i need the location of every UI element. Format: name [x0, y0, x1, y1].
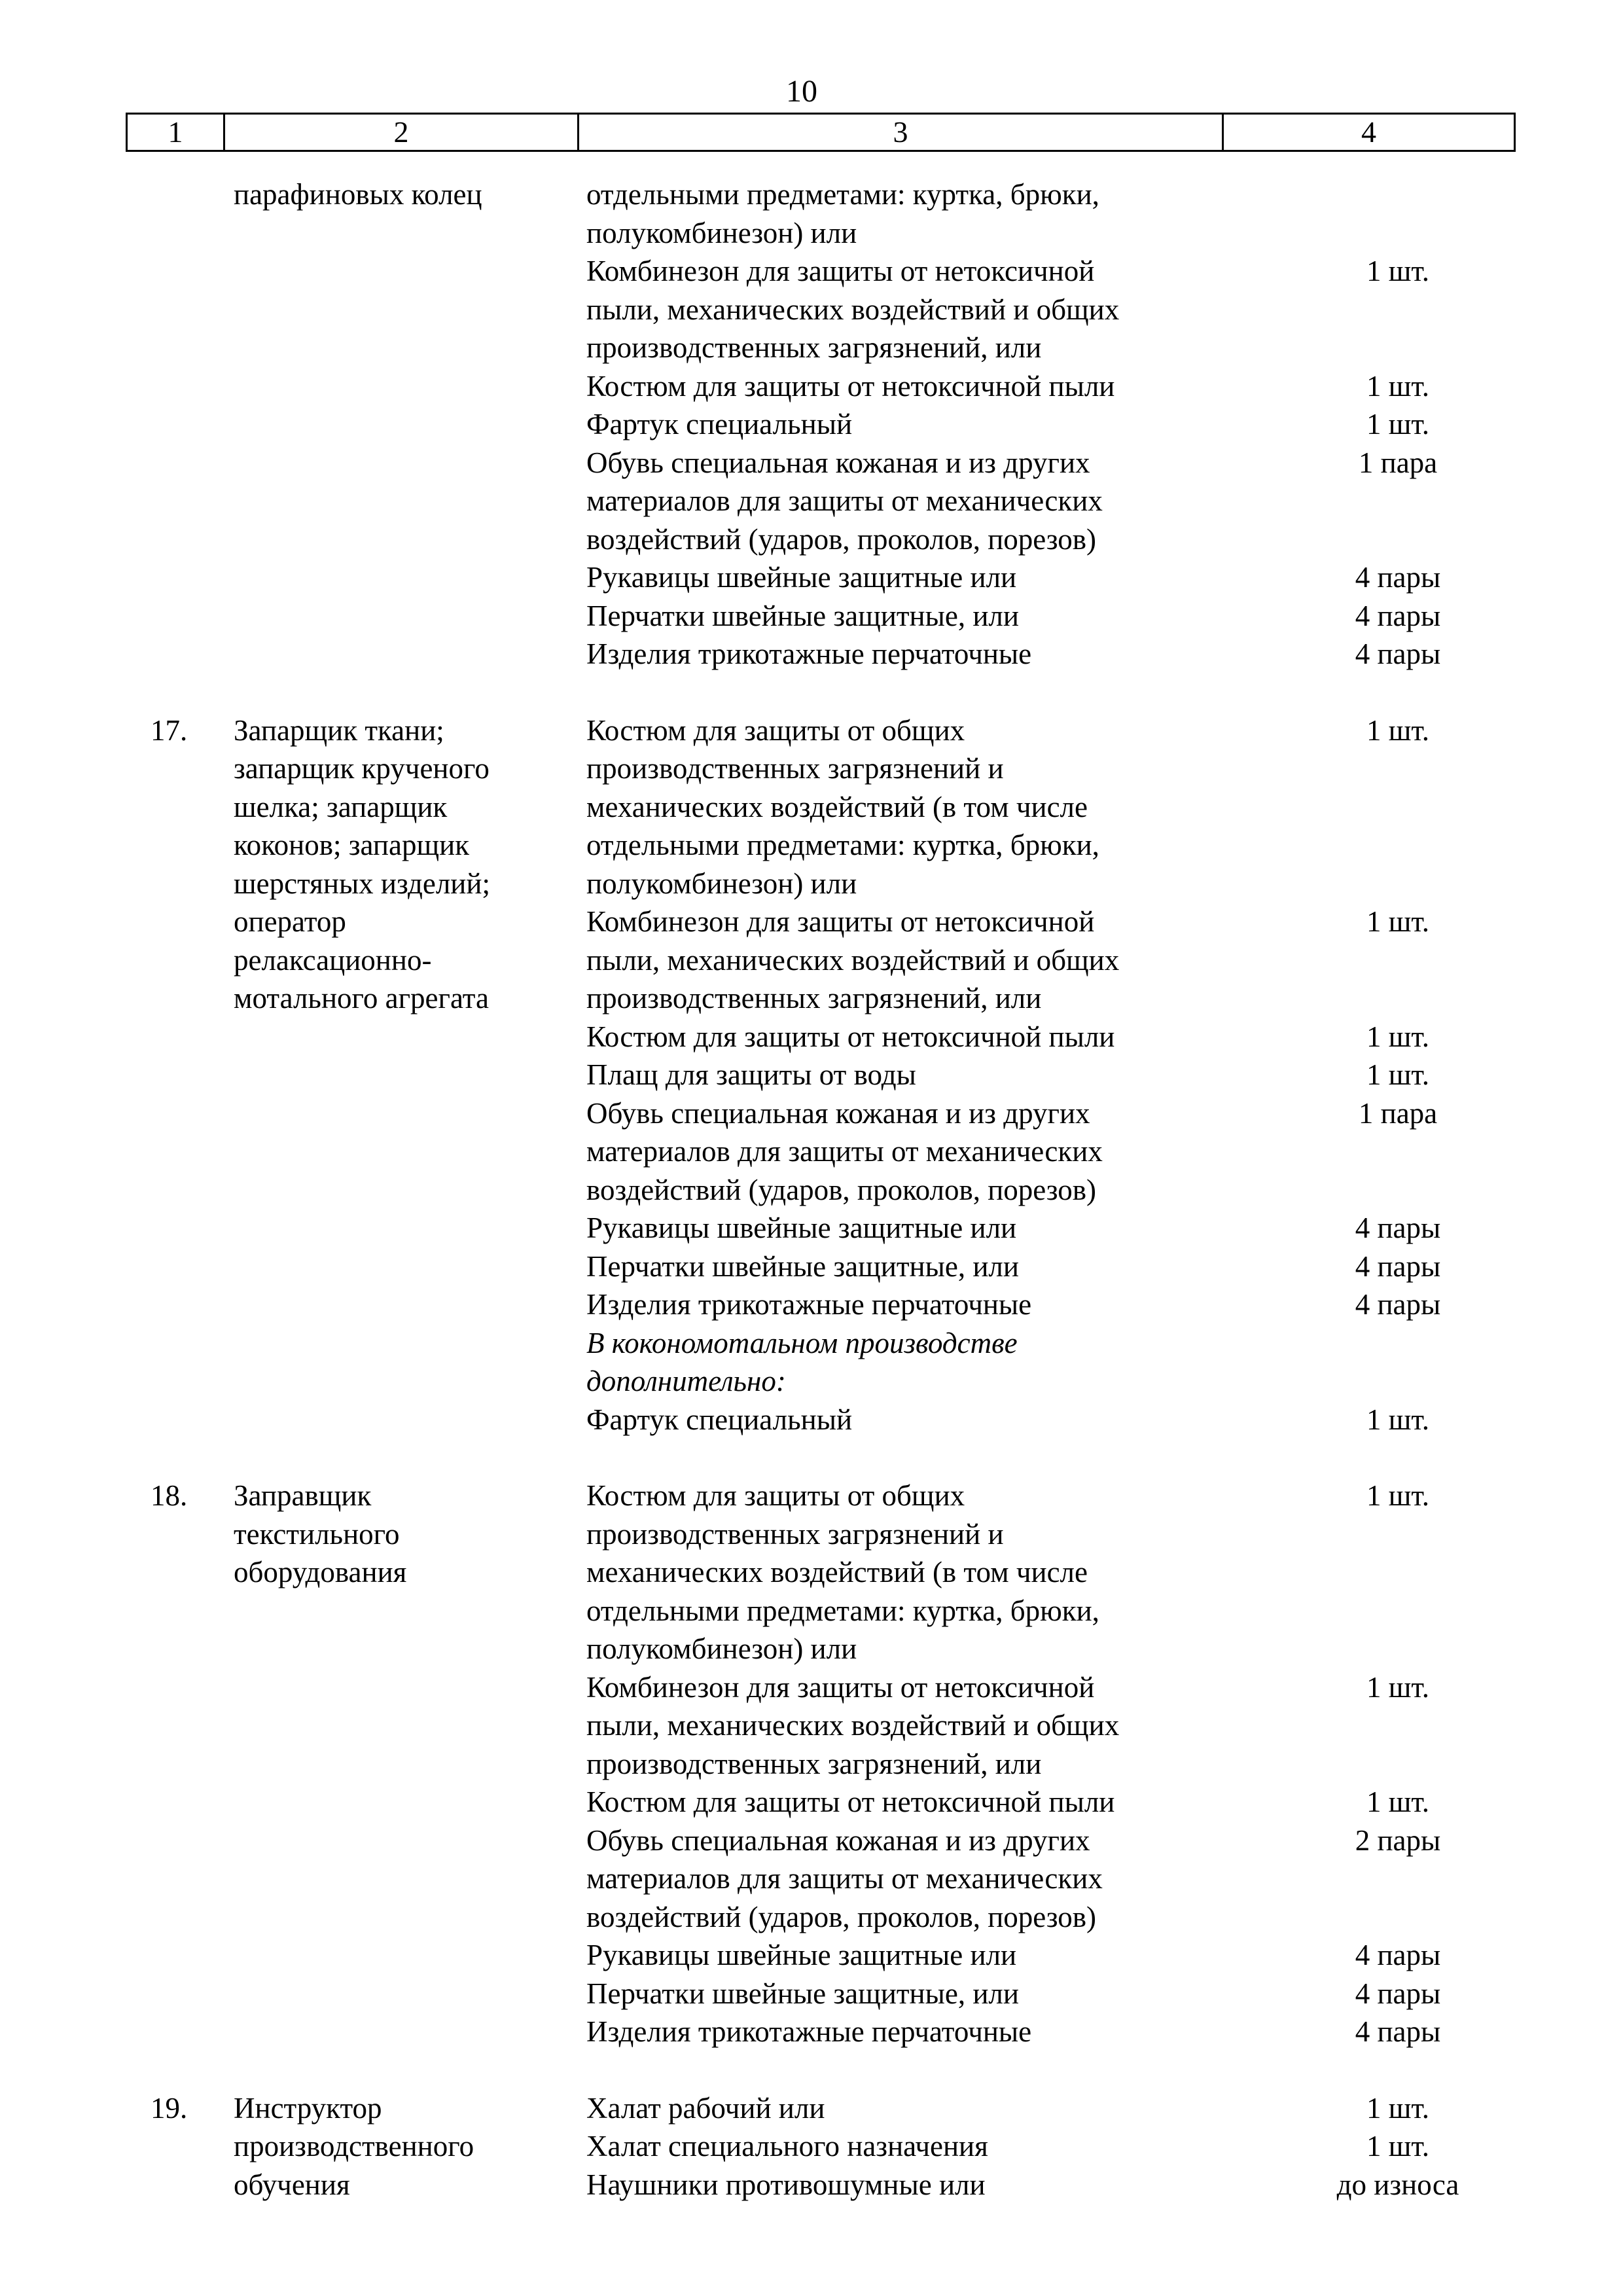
equipment-item — [586, 2166, 1568, 2204]
equipment-quantity: 1 шт. — [1366, 1670, 1429, 1704]
equipment-quantity: 1 шт. — [1366, 255, 1429, 287]
equipment-quantity: 1 шт. — [1366, 905, 1429, 938]
equipment-description — [586, 1477, 1215, 1668]
equipment-description-line: пыли, механических воздействий и общих — [586, 943, 1120, 977]
profession-title-line: релаксационно- — [234, 943, 432, 977]
profession-title-line: Инструктор — [234, 2091, 382, 2125]
equipment-quantity: до износа — [1336, 2168, 1459, 2201]
equipment-description-line: Изделия трикотажные перчаточные — [586, 2015, 1032, 2048]
header-col-4: 4 — [1223, 114, 1515, 151]
equipment-list — [586, 1477, 1568, 2051]
equipment-description-line: отдельными предметами: куртка, брюки, — [586, 1594, 1099, 1627]
equipment-description-line: пыли, механических воздействий и общих — [586, 1709, 1120, 1742]
profession-entry — [0, 711, 1623, 1439]
equipment-description-line: механических воздействий (в том числе — [586, 790, 1088, 823]
equipment-item — [586, 367, 1568, 406]
equipment-item — [586, 2127, 1568, 2166]
equipment-description-line: Перчатки швейные защитные, или — [586, 599, 1019, 632]
entry-number: 18. — [151, 1479, 188, 1512]
equipment-list — [586, 175, 1568, 673]
equipment-description-line: Рукавицы швейные защитные или — [586, 561, 1017, 594]
equipment-description — [586, 2013, 1215, 2051]
equipment-item — [586, 635, 1568, 673]
equipment-description-line: отдельными предметами: куртка, брюки, — [586, 829, 1099, 861]
equipment-quantity: 1 пара — [1358, 1096, 1438, 1130]
profession-title-line: запарщик крученого — [234, 752, 490, 785]
equipment-item — [586, 903, 1568, 1018]
equipment-description-line: Изделия трикотажные перчаточные — [586, 637, 1032, 670]
equipment-description-line: Комбинезон для защиты от нетоксичной — [586, 255, 1095, 287]
equipment-description-line: Костюм для защиты от нетоксичной пыли — [586, 1020, 1115, 1053]
equipment-note — [586, 1324, 1215, 1401]
equipment-description — [586, 597, 1215, 636]
equipment-description — [586, 1975, 1215, 2013]
profession-title-line: обучения — [234, 2168, 350, 2201]
equipment-description — [586, 711, 1215, 903]
profession-title-line: текстильного — [234, 1517, 400, 1551]
profession-entry — [0, 1477, 1623, 2051]
equipment-description-line: полукомбинезон) или — [586, 867, 857, 900]
page-number: 10 — [786, 74, 817, 109]
equipment-quantity: 4 пары — [1355, 1977, 1441, 2010]
header-col-1: 1 — [127, 114, 224, 151]
equipment-description-line: полукомбинезон) или — [586, 216, 857, 249]
profession-title-line: Запарщик ткани; — [234, 713, 444, 747]
equipment-item — [586, 1477, 1568, 1668]
profession-entry — [0, 175, 1623, 673]
equipment-item — [586, 1056, 1568, 1094]
equipment-description-line: Изделия трикотажные перчаточные — [586, 1288, 1032, 1321]
equipment-description — [586, 444, 1215, 559]
equipment-description — [586, 1209, 1215, 1247]
equipment-description-line: Наушники противошумные или — [586, 2168, 986, 2201]
equipment-description-line: материалов для защиты от механических — [586, 1135, 1103, 1168]
equipment-description-line: Костюм для защиты от общих — [586, 1479, 965, 1512]
equipment-quantity: 1 шт. — [1366, 713, 1429, 747]
equipment-quantity: 1 шт. — [1366, 2091, 1429, 2125]
equipment-quantity: 1 шт. — [1366, 408, 1429, 440]
equipment-description-line: производственных загрязнений, или — [586, 331, 1042, 364]
equipment-description-line: производственных загрязнений, или — [586, 1747, 1042, 1780]
equipment-quantity: 1 шт. — [1366, 1785, 1429, 1818]
equipment-item — [586, 558, 1568, 597]
profession-title-line: производственного — [234, 2130, 474, 2162]
equipment-item — [586, 1094, 1568, 1210]
equipment-item — [586, 1936, 1568, 1975]
entry-number: 19. — [151, 2091, 188, 2125]
equipment-description — [586, 1936, 1215, 1975]
equipment-description — [586, 1668, 1215, 1784]
equipment-description-line: Костюм для защиты от нетоксичной пыли — [586, 369, 1115, 403]
equipment-quantity: 4 пары — [1355, 599, 1441, 632]
equipment-description — [586, 252, 1215, 367]
equipment-description — [586, 175, 1215, 252]
equipment-description-line: Рукавицы швейные защитные или — [586, 1211, 1017, 1244]
equipment-list — [586, 711, 1568, 1439]
equipment-quantity: 4 пары — [1355, 637, 1441, 670]
equipment-description — [586, 1783, 1215, 1821]
equipment-item — [586, 1668, 1568, 1784]
equipment-description-line: производственных загрязнений, или — [586, 982, 1042, 1014]
equipment-description — [586, 903, 1215, 1018]
equipment-description-line: отдельными предметами: куртка, брюки, — [586, 178, 1099, 211]
profession-title-line: шелка; запарщик — [234, 790, 448, 823]
header-col-2: 2 — [224, 114, 579, 151]
equipment-description-line: Комбинезон для защиты от нетоксичной — [586, 1670, 1095, 1704]
profession-title-line: парафиновых колец — [234, 178, 482, 211]
equipment-item — [586, 1018, 1568, 1056]
equipment-description — [586, 2127, 1215, 2166]
equipment-item — [586, 1247, 1568, 1286]
equipment-description-line: Рукавицы швейные защитные или — [586, 1939, 1017, 1971]
profession-entry — [0, 2089, 1623, 2204]
equipment-item — [586, 1285, 1568, 1324]
equipment-description-line: Халат рабочий или — [586, 2091, 825, 2125]
equipment-quantity: 1 шт. — [1366, 1403, 1429, 1436]
profession-title-line: шерстяных изделий; — [234, 867, 490, 900]
equipment-item — [586, 1821, 1568, 1937]
profession-title — [234, 711, 561, 1018]
equipment-item — [586, 1975, 1568, 2013]
equipment-item — [586, 1209, 1568, 1247]
entries-list — [0, 175, 1623, 2242]
profession-title — [234, 1477, 561, 1592]
header-col-3: 3 — [579, 114, 1223, 151]
profession-title-line: Заправщик — [234, 1479, 372, 1512]
equipment-description-line: Обувь специальная кожаная и из других — [586, 1096, 1090, 1130]
equipment-description — [586, 1094, 1215, 1210]
equipment-item — [586, 711, 1568, 903]
equipment-item — [586, 444, 1568, 559]
equipment-item — [586, 175, 1568, 252]
equipment-description-line: дополнительно: — [586, 1365, 786, 1397]
equipment-description — [586, 558, 1215, 597]
equipment-quantity: 1 шт. — [1366, 1479, 1429, 1512]
equipment-quantity: 4 пары — [1355, 561, 1441, 594]
equipment-quantity: 4 пары — [1355, 1249, 1441, 1283]
equipment-description-line: воздействий (ударов, проколов, порезов) — [586, 1900, 1097, 1933]
profession-title — [234, 2089, 561, 2204]
equipment-description — [586, 367, 1215, 406]
equipment-item — [586, 1783, 1568, 1821]
equipment-quantity: 2 пары — [1355, 1823, 1441, 1857]
equipment-quantity: 1 шт. — [1366, 1020, 1429, 1053]
equipment-description — [586, 2166, 1215, 2204]
equipment-item — [586, 597, 1568, 636]
equipment-item — [586, 405, 1568, 444]
equipment-quantity: 1 шт. — [1366, 1058, 1429, 1091]
equipment-description — [586, 1401, 1215, 1439]
equipment-description-line: Фартук специальный — [586, 408, 853, 440]
equipment-description-line: В кокономотальном производстве — [586, 1326, 1018, 1359]
profession-title — [234, 175, 561, 214]
equipment-description-line: полукомбинезон) или — [586, 1632, 857, 1665]
equipment-description-line: механических воздействий (в том числе — [586, 1556, 1088, 1588]
profession-title-line: оператор — [234, 905, 346, 938]
equipment-description-line: Костюм для защиты от общих — [586, 713, 965, 747]
equipment-quantity: 1 пара — [1358, 446, 1438, 479]
equipment-description-line: Обувь специальная кожаная и из других — [586, 446, 1090, 479]
column-header-table — [126, 113, 1516, 152]
equipment-description-line: производственных загрязнений и — [586, 752, 1004, 785]
equipment-description-line: Перчатки швейные защитные, или — [586, 1977, 1019, 2010]
equipment-description-line: Костюм для защиты от нетоксичной пыли — [586, 1785, 1115, 1818]
equipment-description — [586, 1821, 1215, 1937]
equipment-description-line: Фартук специальный — [586, 1403, 853, 1436]
equipment-description — [586, 2089, 1215, 2128]
equipment-item — [586, 2089, 1568, 2128]
equipment-description — [586, 635, 1215, 673]
equipment-quantity: 4 пары — [1355, 1288, 1441, 1321]
equipment-quantity: 1 шт. — [1366, 369, 1429, 403]
equipment-description — [586, 1285, 1215, 1324]
equipment-description — [586, 1056, 1215, 1094]
profession-title-line: оборудования — [234, 1556, 407, 1588]
equipment-description-line: Комбинезон для защиты от нетоксичной — [586, 905, 1095, 938]
profession-title-line: мотального агрегата — [234, 982, 489, 1014]
equipment-description-line: воздействий (ударов, проколов, порезов) — [586, 522, 1097, 556]
equipment-description-line: Перчатки швейные защитные, или — [586, 1249, 1019, 1283]
equipment-description — [586, 405, 1215, 444]
equipment-quantity: 4 пары — [1355, 1211, 1441, 1244]
equipment-quantity: 4 пары — [1355, 2015, 1441, 2048]
equipment-item — [586, 1401, 1568, 1439]
equipment-item — [586, 2013, 1568, 2051]
profession-title-line: коконов; запарщик — [234, 829, 470, 861]
equipment-quantity: 4 пары — [1355, 1939, 1441, 1971]
equipment-description-line: Плащ для защиты от воды — [586, 1058, 916, 1091]
equipment-description-line: Обувь специальная кожаная и из других — [586, 1823, 1090, 1857]
equipment-list — [586, 2089, 1568, 2204]
equipment-description-line: Халат специального назначения — [586, 2130, 988, 2162]
equipment-description-line: воздействий (ударов, проколов, порезов) — [586, 1173, 1097, 1206]
equipment-item — [586, 1324, 1568, 1401]
equipment-description-line: производственных загрязнений и — [586, 1517, 1004, 1551]
equipment-description — [586, 1247, 1215, 1286]
equipment-description-line: пыли, механических воздействий и общих — [586, 293, 1120, 326]
equipment-item — [586, 252, 1568, 367]
entry-number: 17. — [151, 713, 188, 747]
equipment-description-line: материалов для защиты от механических — [586, 484, 1103, 517]
equipment-description-line: материалов для защиты от механических — [586, 1862, 1103, 1895]
equipment-description — [586, 1018, 1215, 1056]
equipment-quantity: 1 шт. — [1366, 2130, 1429, 2162]
